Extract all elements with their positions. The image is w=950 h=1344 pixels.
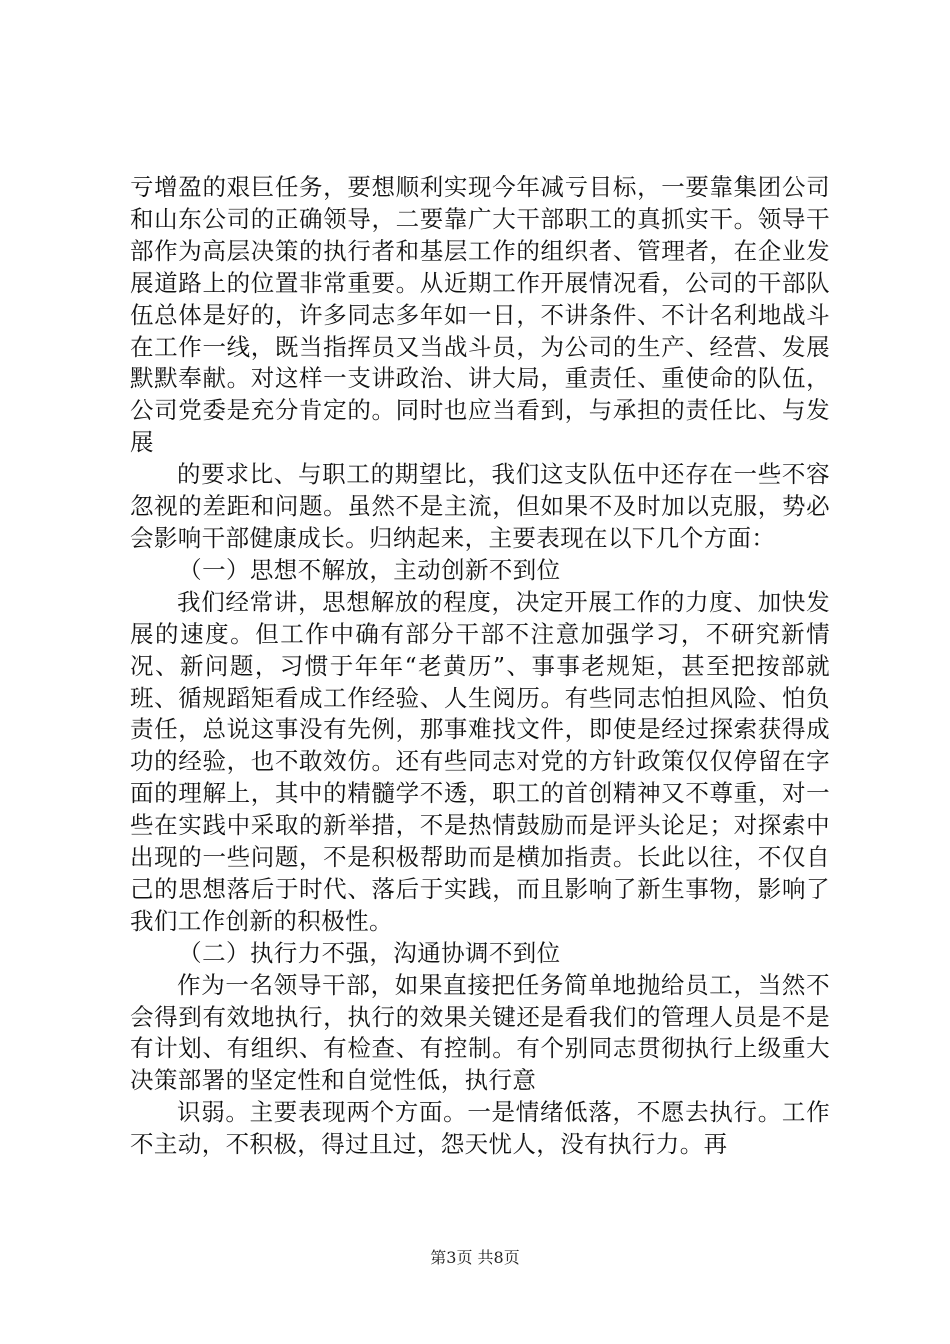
document-body xyxy=(130,172,830,1161)
paragraph: 识弱。主要表现两个方面。一是情绪低落，不愿去执行。工作不主动，不积极，得过且过，怨天忧人，没有执行力。再 xyxy=(130,1098,830,1159)
paragraph: 作为一名领导干部，如果直接把任务简单地抛给员工，当然不会得到有效地执行，执行的效果关键还是看我们的管理人员是不是有计划、有组织、有检查、有控制。有个别同志贯彻执行上级重大决策部署的坚定性和自觉性低，执行意 xyxy=(130,970,830,1095)
paragraph: 我们经常讲，思想解放的程度，决定开展工作的力度、加快发展的速度。但工作中确有部分干部不注意加强学习，不研究新情况、新问题，习惯于年年“老黄历”、事事老规矩，甚至把按部就班、循规蹈矩看成工作经验、人生阅历。有些同志怕担风险、怕负责任，总说这事没有先例，那事难找文件，即使是经过探索获得成功的经验，也不敢效仿。还有些同志对党的方针政策仅仅停留在字面的理解上，其中的精髓学不透，职工的首创精神又不尊重，对一些在实践中采取的新举措，不是热情鼓励而是评头论足；对探索中出现的一些问题，不是积极帮助而是横加指责。长此以往，不仅自己的思想落后于时代、落后于实践，而且影响了新生事物，影响了我们工作创新的积极性。 xyxy=(130,587,830,935)
section-heading-2: （二）执行力不强，沟通协调不到位 xyxy=(178,938,561,967)
page-number-label: 第3页 共8页 xyxy=(430,1248,520,1267)
section-heading-1: （一）思想不解放，主动创新不到位 xyxy=(178,555,561,584)
paragraph-continuation: 亏增盈的艰巨任务，要想顺利实现今年减亏目标，一要靠集团公司和山东公司的正确领导，二要靠广大干部职工的真抓实干。领导干部作为高层决策的执行者和基层工作的组织者、管理者，在企业发展道路上的位置非常重要。从近期工作开展情况看，公司的干部队伍总体是好的，许多同志多年如一日，不讲条件、不计名利地战斗在工作一线，既当指挥员又当战斗员，为公司的生产、经营、发展默默奉献。对这样一支讲政治、讲大局，重责任、重使命的队伍，公司党委是充分肯定的。同时也应当看到，与承担的责任比、与发展 xyxy=(130,173,830,457)
paragraph: 的要求比、与职工的期望比，我们这支队伍中还存在一些不容忽视的差距和问题。虽然不是主流，但如果不及时加以克服，势必会影响干部健康成长。归纳起来，主要表现在以下几个方面： xyxy=(130,460,830,552)
page-footer xyxy=(0,1245,950,1268)
